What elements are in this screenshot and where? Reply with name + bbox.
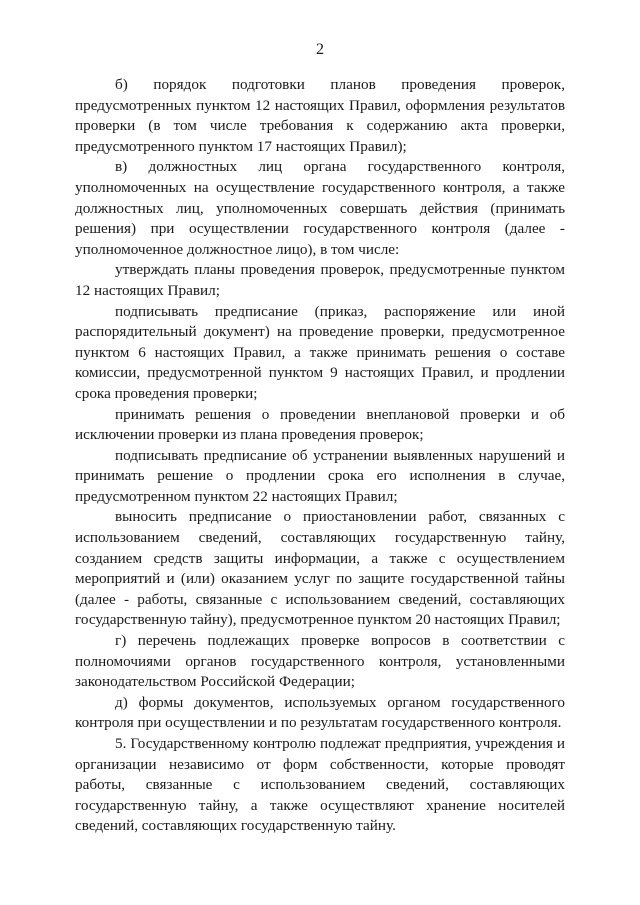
document-body	[75, 75, 565, 837]
paragraph-v-officials: в) должностных лиц органа государственного контроля, уполномоченных на осуществление государственного контроля, а также должностных лиц, уполномоченных совершать действия (принимать решения) при осуществлении государственного контроля (далее - уполномоченное должностное лицо), в том числе:	[75, 158, 565, 258]
paragraph-g-question-list: г) перечень подлежащих проверке вопросов в соответствии с полномочиями органов государственного контроля, установленными законодательством Российской Федерации;	[75, 632, 565, 691]
paragraph-unscheduled-inspection: принимать решения о проведении внеплановой проверки и об исключении проверки из плана проведения проверок;	[75, 405, 565, 444]
page-number: 2	[316, 41, 324, 58]
paragraph-sign-order: подписывать предписание (приказ, распоряжение или иной распорядительный документ) на проведение проверки, предусмотренное пунктом 6 настоящих Правил, а также принимать решения о составе комиссии, предусмотренной пунктом 9 настоящих Правил, и продлении срока проведения проверки;	[75, 302, 565, 402]
paragraph-violation-order: подписывать предписание об устранении выявленных нарушений и принимать решение о продлении срока его исполнения в случае, предусмотренном пунктом 22 настоящих Правил;	[75, 446, 565, 505]
paragraph-suspension-order: выносить предписание о приостановлении работ, связанных с использованием сведений, составляющих государственную тайну, созданием средств защиты информации, а также с осуществлением мероприятий и (или) оказанием услуг по защите государственной тайны (далее - работы, связанные с использованием сведений, составляющих государственную тайну), предусмотренное пунктом 20 настоящих Правил;	[75, 508, 565, 629]
paragraph-b-inspection-planning: б) порядок подготовки планов проведения проверок, предусмотренных пунктом 12 настоящих Правил, оформления результатов проверки (в том числе требования к содержанию акта проверки, предусмотренного пунктом 17 настоящих Правил);	[75, 76, 565, 155]
paragraph-approve-plans: утверждать планы проведения проверок, предусмотренные пунктом 12 настоящих Правил;	[75, 261, 565, 299]
paragraph-5-subject-entities: 5. Государственному контролю подлежат предприятия, учреждения и организации независимо от форм собственности, которые проводят работы, связанные с использованием сведений, составляющих государственную тайну, а также осуществляют хранение носителей сведений, составляющих государственную тайну.	[75, 735, 565, 835]
paragraph-d-document-forms: д) формы документов, используемых органом государственного контроля при осуществлении и по результатам государственного контроля.	[75, 693, 565, 732]
